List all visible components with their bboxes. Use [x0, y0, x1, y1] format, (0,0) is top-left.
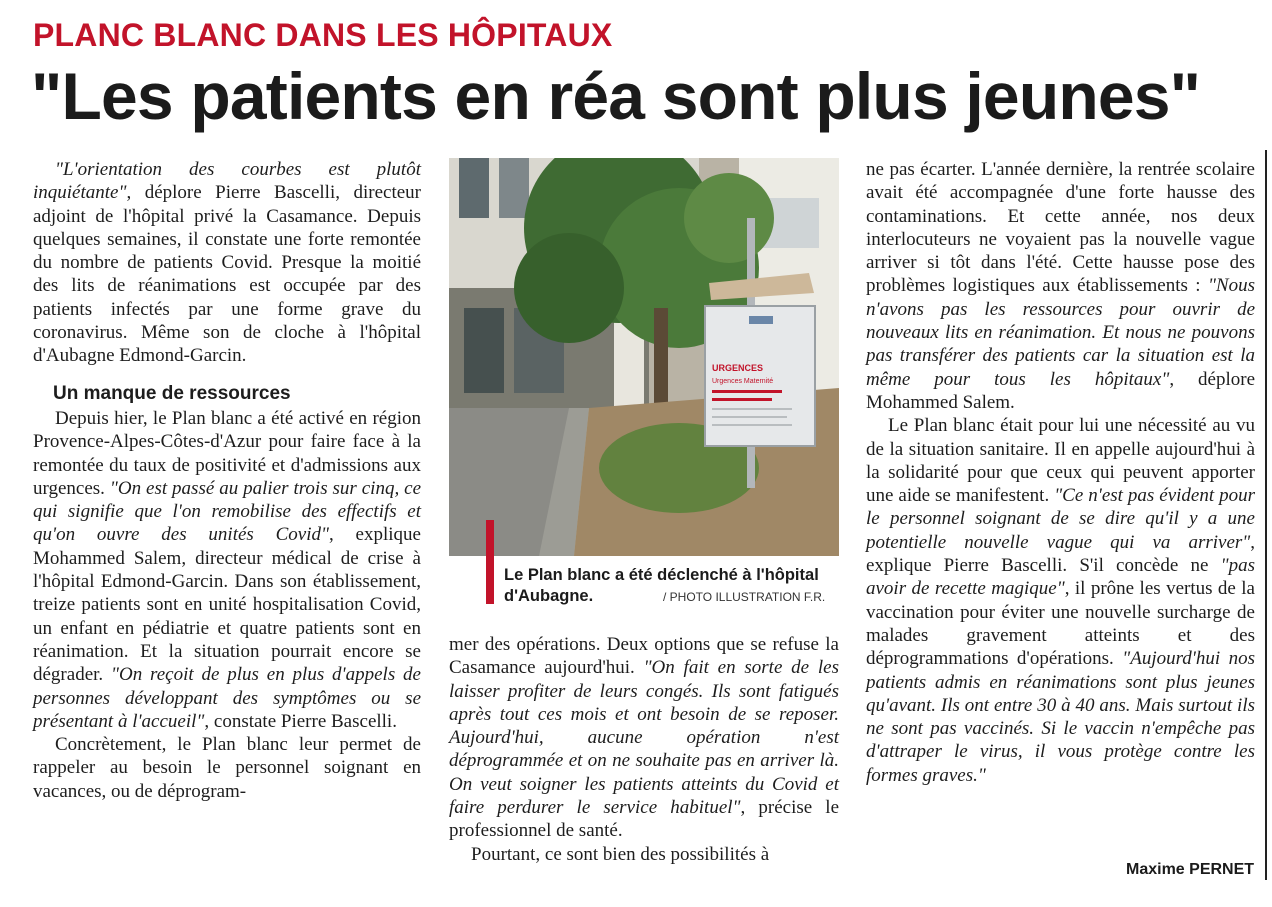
kicker: PLANC BLANC DANS LES HÔPITAUX [33, 17, 613, 53]
photo-credit: / PHOTO ILLUSTRATION F.R. [663, 590, 826, 604]
article-column-1 [33, 158, 421, 803]
paragraph: Le Plan blanc était pour lui une nécessité au vu de la situation sanitaire. Il en appelle aujourd'hui à la solidarité pour que ceux qui peuvent apporter une aide se manifestent. "Ce n'est pas évident pour le personnel soignant de se dire qu'il y a une potentielle nouvelle vague qui va arriver", explique Pierre Bascelli. S'il concède ne "pas avoir de recette magique", il prône les vertus de la vaccination pour éviter une nouvelle surcharge de malades gravement atteints et des déprogrammations d'opérations. "Aujourd'hui nos patients admis en réanimations sont plus jeunes qu'avant. Ils ont entre 30 à 40 ans. Mais surtout ils ne sont pas vaccinés. Si le vaccin n'empêche pas d'attraper le virus, il vous protège contre les formes graves." [866, 415, 1256, 786]
hospital-photo [449, 158, 839, 556]
paragraph: mer des opérations. Deux options que se refuse la Casamance aujourd'hui. "On fait en sorte de les laisser profiter de leurs congés. Ils sont fatigués après tout ces mois et ont besoin de se reposer. Aujourd'hui, aucune opération n'est déprogrammée et on ne souhaite pas en arriver là. On veut soigner les patients atteints du Covid et faire perdurer le service habituel", précise le professionnel de santé. [449, 634, 839, 842]
article-column-3 [866, 158, 1255, 787]
caption-accent-bar [486, 520, 494, 604]
hospital-sign-image [449, 158, 839, 556]
sign-title: URGENCES [712, 363, 764, 373]
photo-caption: Le Plan blanc a été déclenché à l'hôpital d'Aubagne. [504, 566, 819, 605]
subheading: Un manque de ressources [53, 382, 291, 404]
paragraph: Depuis hier, le Plan blanc a été activé en région Provence-Alpes-Côtes-d'Azur pour faire face à la remontée du taux de positivité et d'admissions aux urgences. "On est passé au palier trois sur cinq, ce qui signifie que l'on remobilise des effectifs et qu'on ouvre des unités Covid", explique Mohammed Salem, directeur médical de crise à l'hôpital Edmond-Garcin. Dans son établissement, treize patients sont en unité hospitalisation Covid, un enfant en pédiatrie et quatre patients sont en réanimation. Et la situation pourrait encore se dégrader. "On reçoit de plus en plus d'appels de personnes développant des symptômes ou se présentant à l'accueil", constate Pierre Bascelli. [33, 407, 422, 732]
paragraph: "L'orientation des courbes est plutôt inquiétante", déplore Pierre Bascelli, directeur adjoint de l'hôpital privé la Casamance. Depuis quelques semaines, il constate une forte remontée du nombre de patients Covid. Presque la moitié des lits de réanimations est occupée par des patients infectés par une forme grave du coronavirus. Même son de cloche à l'hôpital d'Aubagne Edmond-Garcin. [33, 159, 421, 367]
article-column-2 [449, 633, 839, 866]
paragraph: Concrètement, le Plan blanc leur permet de rappeler au besoin le personnel soignant en vacances, ou de déprogram- [33, 734, 421, 802]
headline: "Les patients en réa sont plus jeunes" [31, 59, 1201, 133]
column-rule [1265, 150, 1267, 880]
paragraph: ne pas écarter. L'année dernière, la rentrée scolaire avait été accompagnée d'une forte hausse des contaminations. Et cette année, nos deux interlocuteurs ne voyaient pas la nouvelle vague arriver si tôt dans l'été. Cette hausse pose des problèmes logistiques aux établissements : "Nous n'avons pas les ressources pour ouvrir de nouveaux lits en réanimation. Et nous ne pouvons pas transférer des patients car la situation est la même pour tous les hôpitaux", déplore Mohammed Salem. [866, 159, 1255, 413]
author-byline: Maxime PERNET [1126, 861, 1255, 878]
paragraph: Pourtant, ce sont bien des possibilités à [471, 843, 770, 865]
sign-subtitle: Urgences Maternité [712, 378, 774, 385]
